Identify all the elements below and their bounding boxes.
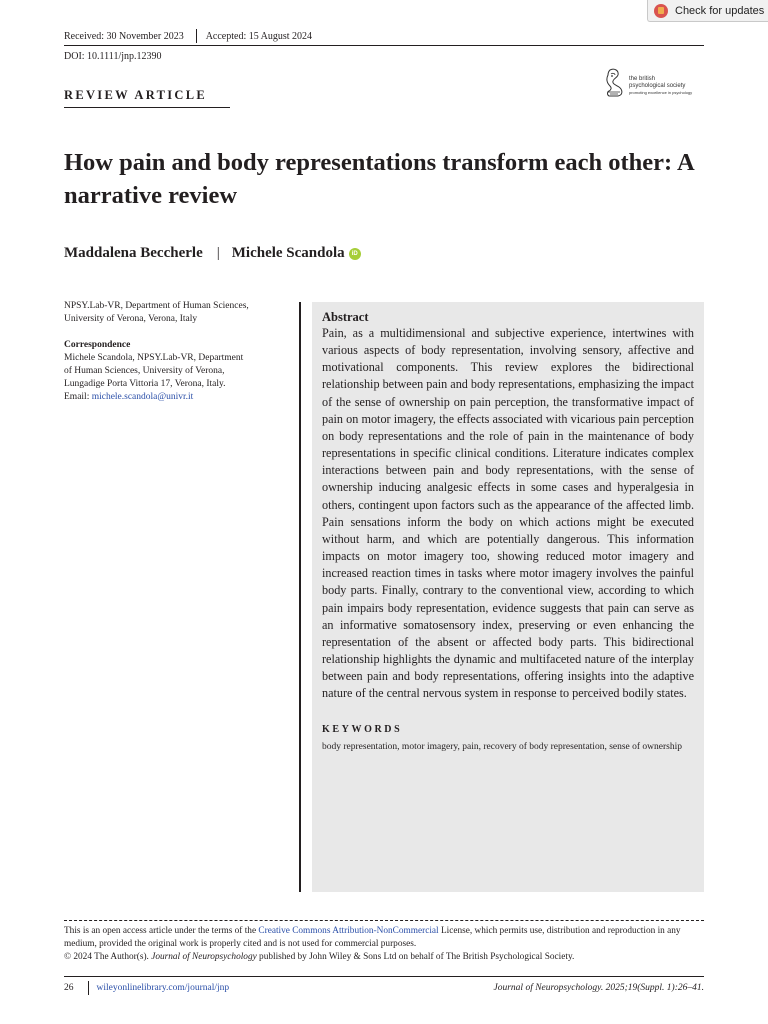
license-text-pre: This is an open access article under the terms of the (64, 926, 259, 936)
affiliation (64, 300, 294, 326)
bps-line-1: the british (629, 76, 656, 82)
check-for-updates-button[interactable] (647, 0, 768, 22)
journal-citation: Journal of Neuropsychology. 2025;19(Suppl. 1):26–41. (493, 983, 704, 993)
license-text-post: License, which permits use, distribution and reproduction in any medium, provided the original work is properly cited and is not used for commercial purposes. (64, 926, 681, 949)
footer-rule (64, 976, 704, 977)
affiliation-line: University of Verona, Verona, Italy (64, 314, 198, 324)
check-updates-label: Check for updates (675, 4, 765, 17)
bps-emblem-icon (604, 68, 626, 98)
author-name[interactable]: Michele Scandola (231, 245, 345, 261)
license-notice (64, 925, 708, 964)
bps-line-2: psychological society (629, 83, 686, 89)
page-footer (64, 981, 704, 995)
page-number: 26 (64, 983, 74, 993)
license-divider (64, 920, 704, 921)
correspondence-line: of Human Sciences, University of Verona, (64, 366, 225, 376)
abstract-heading: Abstract (322, 310, 369, 324)
orcid-icon[interactable]: iD (349, 248, 361, 260)
correspondence-email-line (64, 391, 294, 404)
affiliation-line: NPSY.Lab-VR, Department of Human Sciences, (64, 301, 249, 311)
abstract-text: Pain, as a multidimensional and subjective experience, intertwines with various aspects of body representation, involving sensory, affective and motivational components. This review explores the bidirectional relationship between pain and body representations, emphasizing the impact of the sense of ownership on pain perception, the transformative impact of pain on motor imagery, the effects associated with vicarious pain perception on body representations and the role of pain in the maintenance of body representations in specific clinical conditions. Literature indicates complex interactions between pain and body representations, with the sense of ownership inducing analgesic effects in some cases and hyperalgesia in others, contingent upon factors such as the appearance of the affected limb. Pain sensations inform the body on which actions might be executed without harm, and which are potentially dangerous. This information impacts on motor imagery too, showing reduced motor imagery and increased reaction times in tasks where motor imagery involves the painful body parts. Finally, contrary to the conventional view, according to which pain impairs body representation, evidence suggests that pain can serve as an informative somatosensory index, preserving or even enhancing the representation of the absent or affected body parts. This bidirectional relationship highlights the dynamic and multifaceted nature of the interplay between pain and body representations, offering insights into the adaptive nature of the central nervous system in response to perceived bodily states. (322, 326, 694, 701)
author-separator: | (216, 245, 220, 261)
correspondence (64, 339, 294, 404)
copyright-text-post: published by John Wiley & Sons Ltd on behalf of The British Psychological Society. (256, 952, 575, 962)
date-separator (196, 29, 197, 43)
keywords-text: body representation, motor imagery, pain, recovery of body representation, sense of ownership (322, 742, 683, 753)
footer-separator (88, 981, 89, 995)
received-date: Received: 30 November 2023 (64, 30, 184, 42)
journal-url-link[interactable]: wileyonlinelibrary.com/journal/jnp (96, 983, 230, 993)
email-link[interactable]: michele.scandola@univr.it (91, 392, 194, 402)
email-label: Email: (64, 392, 90, 402)
article-dates (64, 29, 312, 43)
check-updates-icon (654, 4, 668, 18)
bps-logo (604, 68, 708, 102)
cc-license-link[interactable]: Creative Commons Attribution-NonCommercial (258, 926, 439, 936)
correspondence-line: Michele Scandola, NPSY.Lab-VR, Department (64, 353, 244, 363)
article-title: How pain and body representations transform each other: A narrative review (64, 149, 694, 209)
section-underline (64, 107, 230, 108)
copyright-text-pre: © 2024 The Author(s). (64, 952, 152, 962)
header-rule (64, 45, 704, 46)
abstract-box (312, 302, 704, 892)
accepted-date: Accepted: 15 August 2024 (205, 30, 313, 42)
correspondence-heading: Correspondence (64, 340, 131, 350)
correspondence-line: Lungadige Porta Vittoria 17, Verona, Italy. (64, 379, 226, 389)
doi[interactable]: DOI: 10.1111/jnp.12390 (64, 51, 162, 62)
author-name[interactable]: Maddalena Beccherle (64, 245, 203, 261)
keywords-heading: KEYWORDS (322, 724, 403, 736)
section-label: REVIEW ARTICLE (64, 88, 208, 102)
bps-tagline: promoting excellence in psychology (629, 90, 693, 95)
bps-wordmark (629, 76, 692, 96)
author-list (64, 245, 361, 262)
copyright-journal: Journal of Neuropsychology (151, 952, 257, 962)
column-divider (299, 302, 301, 892)
